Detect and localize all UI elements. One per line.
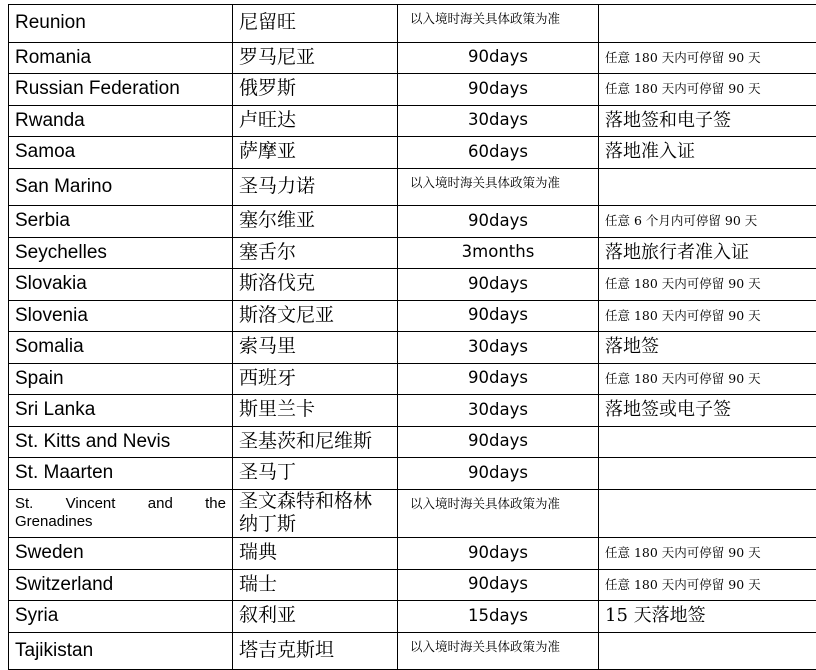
country-name-en: Switzerland	[9, 569, 233, 601]
stay-duration: 3months	[398, 237, 599, 269]
country-name-en: St. Maarten	[9, 458, 233, 490]
country-name-en: Tajikistan	[9, 632, 233, 670]
visa-policy-table	[8, 4, 816, 670]
country-name-en: Syria	[9, 601, 233, 633]
table-row	[9, 137, 816, 169]
visa-remark	[599, 632, 816, 670]
country-name-zh: 斯洛伐克	[233, 269, 398, 301]
country-name-word: the	[205, 495, 226, 514]
country-name-en: San Marino	[9, 168, 233, 206]
stay-duration: 90days	[398, 458, 599, 490]
visa-remark: 15 天落地签	[599, 601, 816, 633]
table-row	[9, 569, 816, 601]
stay-duration: 90days	[398, 42, 599, 74]
visa-remark: 任意 180 天内可停留 90 天	[599, 42, 816, 74]
country-name-zh	[233, 489, 398, 538]
table-row	[9, 426, 816, 458]
country-name-word: St.	[15, 495, 33, 514]
visa-remark: 落地旅行者准入证	[599, 237, 816, 269]
stay-duration: 以入境时海关具体政策为准	[398, 489, 599, 538]
stay-duration: 90days	[398, 206, 599, 238]
stay-duration: 30days	[398, 395, 599, 427]
stay-duration: 90days	[398, 363, 599, 395]
table-row	[9, 632, 816, 670]
stay-duration: 90days	[398, 269, 599, 301]
stay-duration: 90days	[398, 74, 599, 106]
country-name-en: Samoa	[9, 137, 233, 169]
country-name-en: Seychelles	[9, 237, 233, 269]
stay-duration: 15days	[398, 601, 599, 633]
visa-remark: 落地准入证	[599, 137, 816, 169]
visa-remark: 落地签	[599, 332, 816, 364]
country-name-zh: 圣基茨和尼维斯	[233, 426, 398, 458]
table-row	[9, 269, 816, 301]
country-name-en: Slovakia	[9, 269, 233, 301]
table-row	[9, 601, 816, 633]
stay-duration: 30days	[398, 105, 599, 137]
country-name-word: and	[148, 495, 173, 514]
stay-duration: 以入境时海关具体政策为准	[398, 5, 599, 43]
stay-duration: 以入境时海关具体政策为准	[398, 632, 599, 670]
country-name-en: Spain	[9, 363, 233, 395]
visa-remark: 任意 180 天内可停留 90 天	[599, 269, 816, 301]
country-name-word: Vincent	[66, 495, 116, 514]
visa-table-body	[9, 5, 816, 670]
country-name-en: Russian Federation	[9, 74, 233, 106]
country-name-zh: 瑞士	[233, 569, 398, 601]
table-row	[9, 538, 816, 570]
country-name-en: Romania	[9, 42, 233, 74]
country-name-en: Slovenia	[9, 300, 233, 332]
country-name-zh: 卢旺达	[233, 105, 398, 137]
country-name-en	[9, 489, 233, 538]
country-name-zh-line1: 圣文森特和格林	[239, 490, 391, 514]
table-row	[9, 74, 816, 106]
visa-remark	[599, 168, 816, 206]
visa-remark: 任意 6 个月内可停留 90 天	[599, 206, 816, 238]
visa-remark	[599, 458, 816, 490]
stay-duration: 90days	[398, 300, 599, 332]
country-name-en: Sri Lanka	[9, 395, 233, 427]
visa-remark: 任意 180 天内可停留 90 天	[599, 363, 816, 395]
visa-remark: 落地签和电子签	[599, 105, 816, 137]
table-row	[9, 332, 816, 364]
visa-remark: 任意 180 天内可停留 90 天	[599, 538, 816, 570]
table-row	[9, 458, 816, 490]
country-name-zh: 叙利亚	[233, 601, 398, 633]
country-name-zh: 萨摩亚	[233, 137, 398, 169]
country-name-zh: 西班牙	[233, 363, 398, 395]
country-name-zh: 斯洛文尼亚	[233, 300, 398, 332]
visa-remark	[599, 5, 816, 43]
stay-duration: 以入境时海关具体政策为准	[398, 168, 599, 206]
table-row	[9, 363, 816, 395]
country-name-line2: Grenadines	[15, 513, 226, 532]
country-name-en: Sweden	[9, 538, 233, 570]
table-row	[9, 5, 816, 43]
country-name-zh: 塞尔维亚	[233, 206, 398, 238]
country-name-zh: 塔吉克斯坦	[233, 632, 398, 670]
table-row	[9, 237, 816, 269]
table-row	[9, 206, 816, 238]
country-name-zh: 尼留旺	[233, 5, 398, 43]
visa-remark: 任意 180 天内可停留 90 天	[599, 74, 816, 106]
stay-duration: 60days	[398, 137, 599, 169]
table-row	[9, 42, 816, 74]
stay-duration: 30days	[398, 332, 599, 364]
country-name-zh: 圣马力诺	[233, 168, 398, 206]
table-row	[9, 395, 816, 427]
country-name-zh: 圣马丁	[233, 458, 398, 490]
country-name-zh: 斯里兰卡	[233, 395, 398, 427]
visa-remark	[599, 489, 816, 538]
stay-duration: 90days	[398, 569, 599, 601]
stay-duration: 90days	[398, 538, 599, 570]
country-name-zh: 索马里	[233, 332, 398, 364]
country-name-zh: 塞舌尔	[233, 237, 398, 269]
country-name-en: Reunion	[9, 5, 233, 43]
country-name-en: Rwanda	[9, 105, 233, 137]
country-name-zh: 俄罗斯	[233, 74, 398, 106]
country-name-en: Somalia	[9, 332, 233, 364]
country-name-zh-line2: 纳丁斯	[239, 513, 391, 537]
stay-duration: 90days	[398, 426, 599, 458]
table-row	[9, 168, 816, 206]
country-name-line1	[15, 495, 226, 514]
country-name-en: Serbia	[9, 206, 233, 238]
table-row	[9, 489, 816, 538]
country-name-en: St. Kitts and Nevis	[9, 426, 233, 458]
visa-remark: 任意 180 天内可停留 90 天	[599, 300, 816, 332]
visa-remark: 落地签或电子签	[599, 395, 816, 427]
country-name-zh: 罗马尼亚	[233, 42, 398, 74]
visa-remark: 任意 180 天内可停留 90 天	[599, 569, 816, 601]
country-name-zh: 瑞典	[233, 538, 398, 570]
visa-remark	[599, 426, 816, 458]
table-row	[9, 105, 816, 137]
table-row	[9, 300, 816, 332]
